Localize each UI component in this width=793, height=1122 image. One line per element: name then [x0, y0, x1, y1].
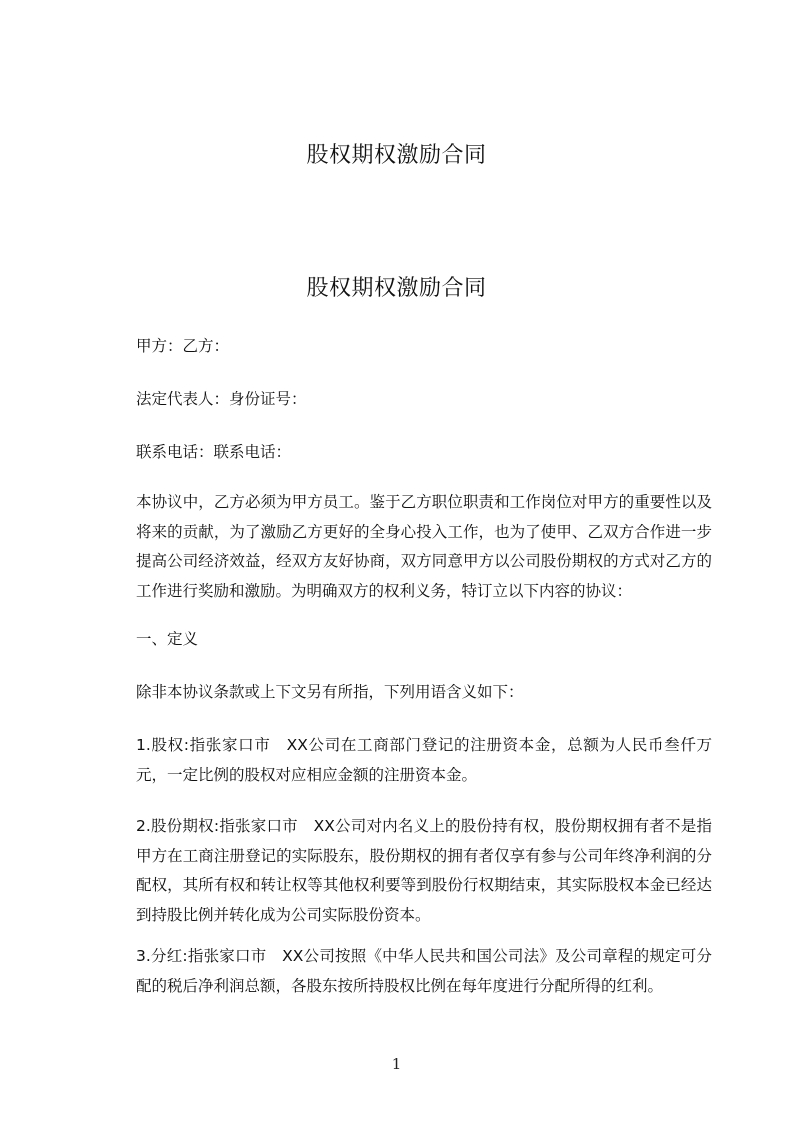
- party-line: 甲方：乙方：: [136, 337, 230, 355]
- representative-line: 法定代表人：身份证号：: [136, 390, 307, 408]
- page-number: 1: [391, 1055, 402, 1073]
- definitions-intro: 除非本协议条款或上下文另有所指，下列用语含义如下：: [136, 683, 524, 701]
- phone-line: 联系电话：联系电话：: [136, 443, 292, 461]
- document-title: 股权期权激励合同: [306, 143, 487, 168]
- definition-item-2: [96, 812, 712, 930]
- definition-item-3: [96, 942, 712, 1001]
- intro-paragraph-text: 本协议中，乙方必须为甲方员工。鉴于乙方职位职责和工作岗位对甲方的重要性以及将来的贡献，为了激励乙方更好的全身心投入工作，也为了使甲、乙双方合作进一步提高公司经济效益，经双方友好协商，双方同意甲方以公司股份期权的方式对乙方的工作进行奖励和激励。为明确双方的权利义务，特订立以下内容的协议：: [136, 493, 712, 600]
- definition-item-1-text: 1.股权:指张家口市 XX公司在工商部门登记的注册资本金，总额为人民币叁仟万元，一定比例的股权对应相应金额的注册资本金。: [136, 736, 712, 784]
- intro-paragraph: [96, 488, 712, 606]
- section-heading: 一、定义: [136, 630, 199, 648]
- contract-title: 股权期权激励合同: [306, 276, 487, 301]
- definition-item-1: [96, 731, 712, 790]
- definition-item-2-text: 2.股份期权:指张家口市 XX公司对内名义上的股份持有权，股份期权拥有者不是指甲方在工商注册登记的实际股东，股份期权的拥有者仅享有参与公司年终净利润的分配权，其所有权和转让权等其他权利要等到股份行权期结束，其实际股权本金已经达到持股比例并转化成为公司实际股份资本。: [136, 817, 712, 924]
- definition-item-3-text: 3.分红:指张家口市 XX公司按照《中华人民共和国公司法》及公司章程的规定可分配的税后净利润总额，各股东按所持股权比例在每年度进行分配所得的红利。: [136, 947, 712, 995]
